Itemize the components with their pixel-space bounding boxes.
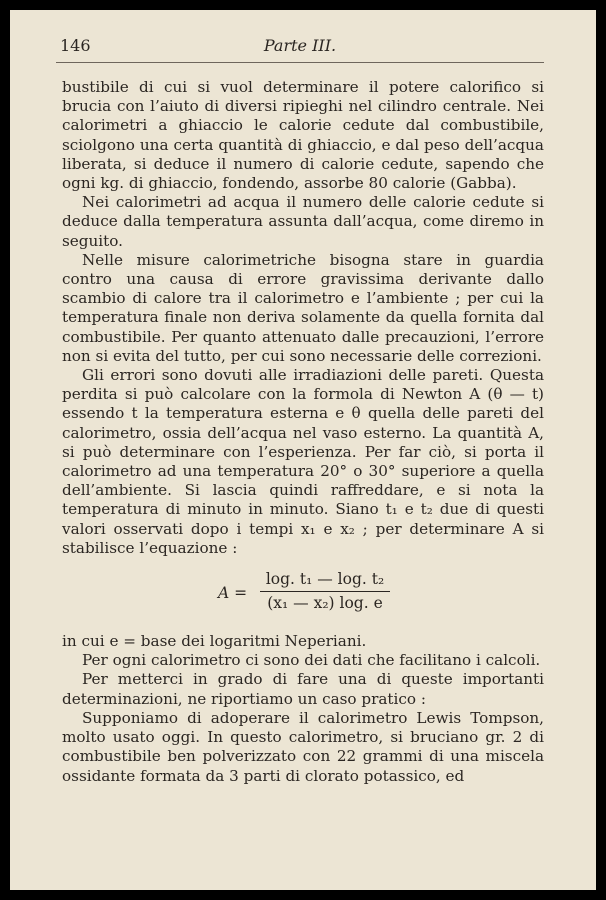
paragraph: Per ogni calorimetro ci sono dei dati che facilitano i calcoli. (82, 651, 541, 670)
paragraph: Nelle misure calorimetriche bisogna stare in guardia contro una causa di errore gravissima derivante dallo scambio di calore tra il calorimetro e l’ambiente ; per cui la temperatura finale non deriva solamente da quella fornita dal combustibile. Per quanto attenuato dalle precauzioni, l’errore non si evita del tutto, per cui sono necessarie delle correzioni. (62, 250, 544, 365)
paragraph: Nei calorimetri ad acqua il numero delle calorie cedute si deduce dalla temperatura assunta dall’acqua, come diremo in seguito. (62, 193, 544, 250)
section-title: Parte III. (263, 36, 337, 55)
formula-lhs: A = (218, 584, 248, 603)
paragraph: Supponiamo di adoperare il calorimetro Lewis Tompson, molto usato oggi. In questo calorimetro, si bruciano gr. 2 di combustibile ben polverizzato con 22 grammi di una miscela ossidante formata da 3 parti di clorato potassico, ed (62, 708, 544, 785)
paragraph: Per metterci in grado di fare una di queste importanti determinazioni, ne riportiamo un caso pratico : (62, 670, 544, 708)
running-head (56, 36, 544, 63)
body-text (62, 78, 544, 786)
paragraph: in cui e = base dei logaritmi Neperiani. (62, 632, 367, 651)
paragraph: bustibile di cui si vuol determinare il potere calorifico si brucia con l’aiuto di diversi ripieghi nel cilindro centrale. Nei calorimetri a ghiaccio le calorie cedute dal combustibile, sciolgono una certa quantità di ghiaccio, e dal peso dell’acqua liberata, si deduce il numero di calorie cedute, sapendo che ogni kg. di ghiaccio, fondendo, assorbe 80 calorie (Gabba). (62, 78, 544, 193)
book-page (10, 10, 596, 890)
formula-denominator: (x₁ — x₂) log. e (267, 594, 383, 613)
formula-numerator: log. t₁ — log. t₂ (260, 570, 390, 592)
page-number: 146 (60, 36, 91, 55)
paragraph: Gli errori sono dovuti alle irradiazioni delle pareti. Questa perdita si può calcolare con la formola di Newton A (θ — t) essendo t la temperatura esterna e θ quella delle pareti del calorimetro, ossia dell’acqua nel vaso esterno. La quantità A, si può determinare con l’esperienza. Per far ciò, si porta il calorimetro ad una temperatura 20° o 30° superiore a quella dell’ambiente. Si lascia quindi raffreddare, e si nota la temperatura di minuto in minuto. Siano t₁ e t₂ due di questi valori osservati dopo i tempi x₁ e x₂ ; per determinare A si stabilisce l’equazione : (62, 366, 544, 557)
newton-formula (62, 566, 544, 626)
